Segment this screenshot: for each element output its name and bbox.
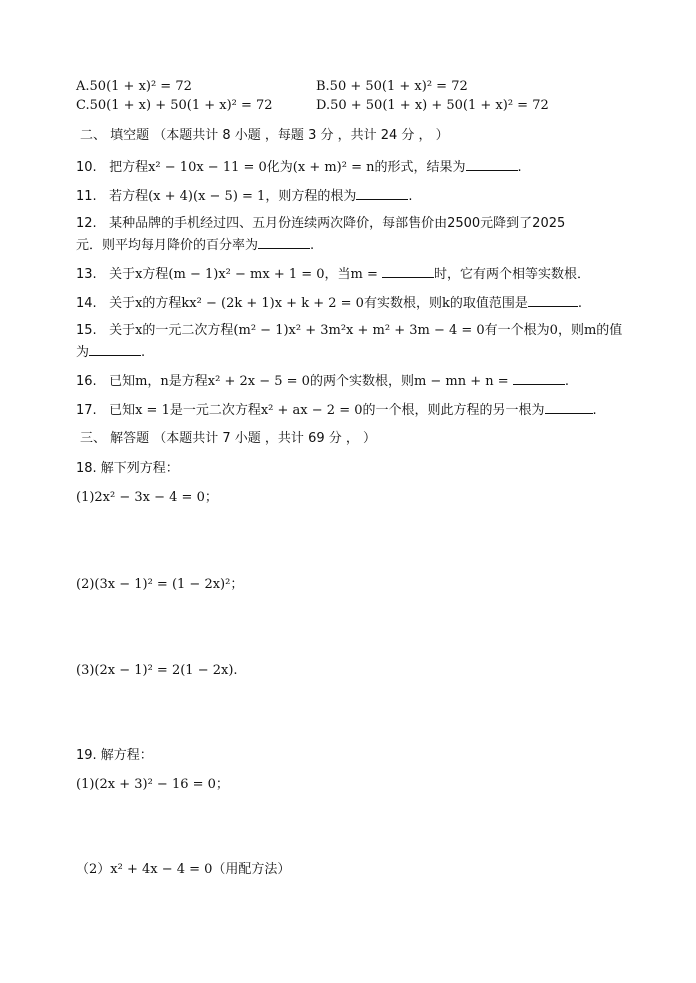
question-number: 13. — [76, 267, 97, 282]
question-end: . — [141, 345, 146, 360]
question-10 — [76, 157, 522, 177]
question-18-part-3: (3)(2x − 1)² = 2(1 − 2x). — [76, 663, 238, 678]
question-end: . — [408, 189, 413, 204]
question-19-part-2: （2）x² + 4x − 4 = 0（用配方法） — [76, 862, 291, 877]
question-13 — [76, 264, 590, 284]
question-text: 若方程(x + 4)(x − 5) = 1，则方程的根为 — [109, 189, 357, 204]
question-18-title: 18. 解下列方程： — [76, 461, 179, 476]
option-c: C.50(1 + x) + 50(1 + x)² = 72 — [76, 98, 273, 113]
answer-blank[interactable] — [356, 186, 408, 200]
question-text: 已知m，n是方程x² + 2x − 5 = 0的两个实数根，则m − mn + n = — [109, 374, 509, 389]
question-number: 14. — [76, 296, 97, 311]
answer-blank[interactable] — [466, 157, 518, 171]
answer-blank[interactable] — [545, 400, 593, 414]
question-text: 为 — [76, 345, 90, 360]
question-15-line2 — [76, 342, 145, 362]
answer-blank[interactable] — [513, 371, 565, 385]
question-19-part-1: (1)(2x + 3)² − 16 = 0； — [76, 777, 229, 792]
section-fill-blank-title: 二、 填空题 （本题共计 8 小题 ，每题 3 分 ，共计 24 分 ， ） — [80, 128, 449, 143]
question-number: 10. — [76, 160, 97, 175]
answer-blank[interactable] — [382, 264, 434, 278]
question-text: 关于x方程(m − 1)x² − mx + 1 = 0，当m = — [109, 267, 378, 282]
question-19-title: 19. 解方程： — [76, 748, 153, 763]
question-12-line1 — [76, 215, 565, 233]
answer-blank[interactable] — [89, 342, 141, 356]
question-number: 17. — [76, 403, 97, 418]
question-end: 时，它有两个相等实数根． — [434, 267, 591, 282]
question-14 — [76, 293, 582, 313]
option-d: D.50 + 50(1 + x) + 50(1 + x)² = 72 — [316, 98, 549, 113]
question-text: 某种品牌的手机经过四、五月份连续两次降价，每部售价由2500元降到了2025 — [109, 216, 566, 231]
question-text: 把方程x² − 10x − 11 = 0化为(x + m)² = n的形式，结果为 — [109, 160, 466, 175]
question-number: 15. — [76, 323, 97, 338]
question-18-part-2: (2)(3x − 1)² = (1 − 2x)²； — [76, 577, 244, 592]
section-answer-title: 三、 解答题 （本题共计 7 小题 ，共计 69 分 ， ） — [80, 431, 377, 446]
question-end: . — [517, 160, 522, 175]
question-text: 已知x = 1是一元二次方程x² + ax − 2 = 0的一个根，则此方程的另一根为 — [109, 403, 545, 418]
question-11 — [76, 186, 412, 206]
question-end: . — [310, 238, 315, 253]
option-b: B.50 + 50(1 + x)² = 72 — [316, 79, 468, 94]
question-number: 16. — [76, 374, 97, 389]
option-a: A.50(1 + x)² = 72 — [76, 79, 192, 94]
question-number: 12. — [76, 216, 97, 231]
answer-blank[interactable] — [258, 235, 310, 249]
question-end: . — [564, 374, 569, 389]
question-end: . — [592, 403, 597, 418]
question-15-line1 — [76, 322, 622, 340]
question-12-line2 — [76, 235, 314, 255]
question-16 — [76, 371, 569, 391]
answer-blank[interactable] — [528, 293, 578, 307]
question-17 — [76, 400, 597, 420]
question-end: . — [577, 296, 582, 311]
question-text: 关于x的一元二次方程(m² − 1)x² + 3m²x + m² + 3m − 4 = 0有一个根为0，则m的值 — [109, 323, 623, 338]
question-text: 元．则平均每月降价的百分率为 — [76, 238, 259, 253]
question-text: 关于x的方程kx² − (2k + 1)x + k + 2 = 0有实数根，则k的取值范围是 — [109, 296, 528, 311]
question-number: 11. — [76, 189, 97, 204]
question-18-part-1: (1)2x² − 3x − 4 = 0； — [76, 490, 218, 505]
